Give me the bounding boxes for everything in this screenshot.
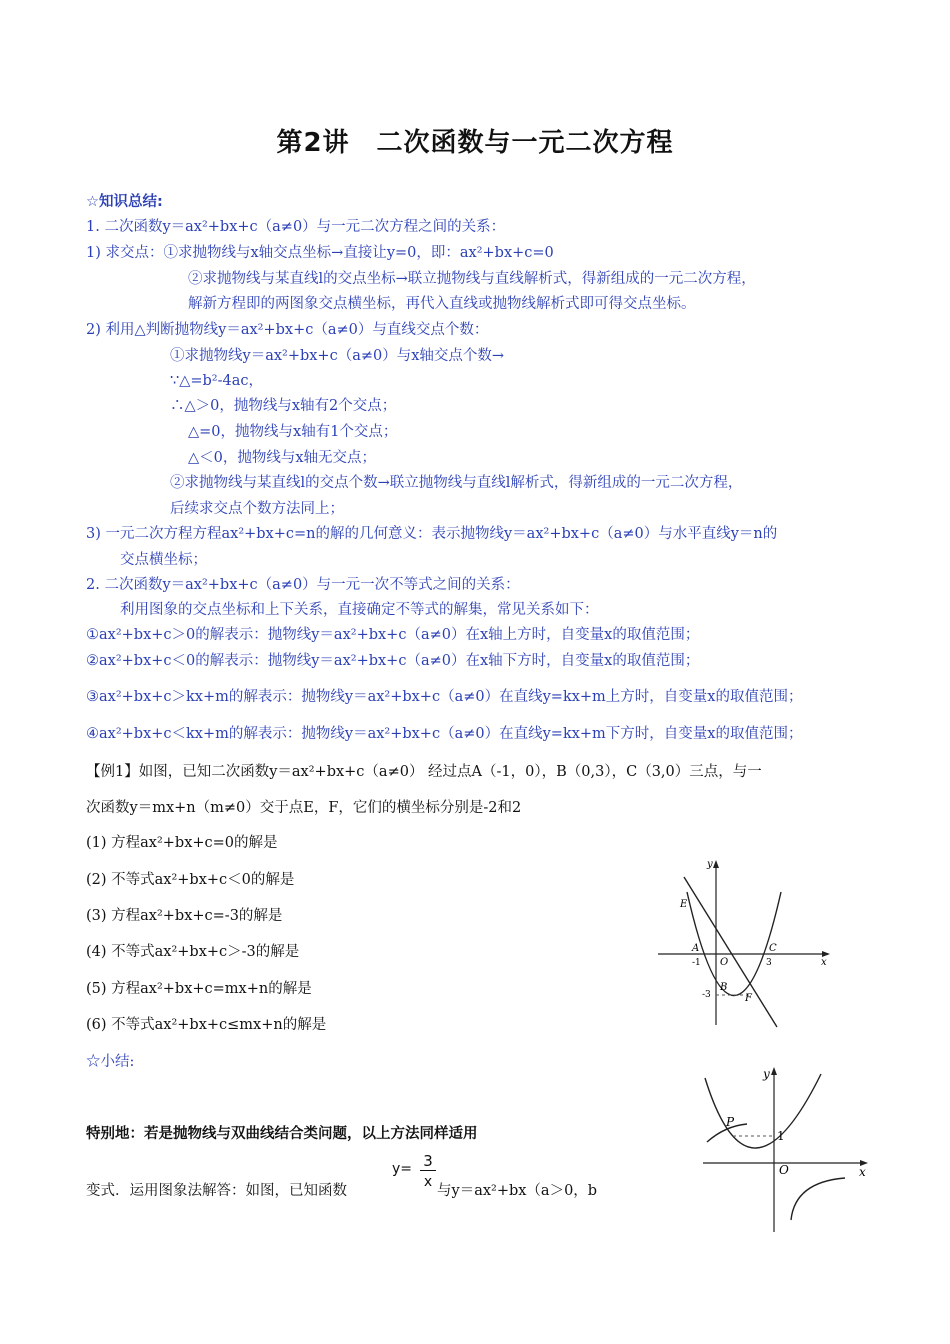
question-1: (1) 方程ax²+bx+c=0的解是 [86, 835, 278, 851]
example-line-1: 【例1】如图，已知二次函数y＝ax²+bx+c（a≠0） 经过点A（-1，0），B（0,3），C（3,0）三点，与一 [86, 764, 762, 780]
question-2: (2) 不等式ax²+bx+c＜0的解是 [86, 872, 295, 888]
variant-graph [695, 1062, 875, 1234]
line-11: ②求抛物线与某直线l的交点个数→联立抛物线与直线l解析式，得新组成的一元二次方程， [170, 475, 743, 491]
line-17: ①ax²+bx+c＞0的解表示：抛物线y＝ax²+bx+c（a≠0）在x轴上方时，自变量x的取值范围； [86, 627, 700, 643]
point-e-label: E [680, 899, 688, 910]
graph2-y-label: y [763, 1067, 770, 1081]
question-6: (6) 不等式ax²+bx+c≤mx+n的解是 [86, 1017, 327, 1033]
graph1-y-label: y [707, 859, 713, 870]
parabola-curve [687, 892, 781, 996]
page-title: 第2讲 二次函数与一元二次方程 [276, 128, 674, 158]
line-9: △=0，抛物线与x轴有1个交点； [188, 424, 398, 440]
line-5: 2) 利用△判断抛物线y＝ax²+bx+c（a≠0）与直线交点个数： [86, 322, 489, 338]
variant-prefix: 变式．运用图象法解答：如图，已知函数 [86, 1183, 347, 1199]
point-a-label: A [692, 943, 700, 954]
example-graph [650, 855, 840, 1030]
parabola-curve [705, 1074, 821, 1148]
line-18: ②ax²+bx+c＜0的解表示：抛物线y＝ax²+bx+c（a≠0）在x轴下方时，自变量x的取值范围； [86, 653, 700, 669]
line-8: ∴△＞0，抛物线与x轴有2个交点； [170, 398, 397, 414]
line-19: ③ax²+bx+c＞kx+m的解表示：抛物线y＝ax²+bx+c（a≠0）在直线y=kx+m上方时，自变量x的取值范围； [86, 689, 803, 705]
variant-suffix: 与y＝ax²+bx（a＞0，b [437, 1183, 598, 1199]
graph2-x-label: x [859, 1165, 866, 1179]
point-f-label: F [745, 993, 752, 1004]
example-line-2: 次函数y＝mx+n（m≠0）交于点E，F，它们的横坐标分别是-2和2 [86, 800, 522, 816]
fraction-denominator: x [423, 1174, 433, 1190]
line-16: 利用图象的交点坐标和上下关系，直接确定不等式的解集，常见关系如下： [120, 602, 599, 618]
y-axis-arrow-icon [713, 860, 719, 868]
fraction-numerator: 3 [420, 1153, 436, 1171]
line-3: ②求抛物线与某直线l的交点坐标→联立抛物线与直线解析式，得新组成的一元二次方程， [188, 271, 756, 287]
line-12: 后续求交点个数方法同上； [170, 501, 344, 517]
question-3: (3) 方程ax²+bx+c=-3的解是 [86, 908, 283, 924]
question-4: (4) 不等式ax²+bx+c＞-3的解是 [86, 944, 300, 960]
origin-label: O [779, 1163, 789, 1177]
line-15: 2. 二次函数y＝ax²+bx+c（a≠0）与一元一次不等式之间的关系： [86, 577, 520, 593]
line-14: 交点横坐标； [120, 552, 207, 568]
knowledge-header: ☆知识总结: [86, 194, 163, 210]
variant-y-label: y= [392, 1161, 413, 1177]
line-13: 3) 一元二次方程方程ax²+bx+c=n的解的几何意义：表示抛物线y＝ax²+bx+c（a≠0）与水平直线y＝n的 [86, 526, 778, 542]
line-1: 1. 二次函数y＝ax²+bx+c（a≠0）与一元二次方程之间的关系： [86, 219, 506, 235]
line-7: ∵△=b²-4ac， [170, 373, 264, 389]
line-20: ④ax²+bx+c＜kx+m的解表示：抛物线y＝ax²+bx+c（a≠0）在直线y=kx+m下方时，自变量x的取值范围； [86, 726, 803, 742]
line-6: ①求抛物线y＝ax²+bx+c（a≠0）与x轴交点个数→ [170, 348, 505, 364]
tick-neg3-label: -3 [702, 990, 711, 1000]
origin-label: O [720, 957, 729, 968]
tick-3-label: 3 [766, 958, 772, 968]
line-10: △＜0，抛物线与x轴无交点； [188, 450, 377, 466]
tick-neg1-label: -1 [692, 958, 701, 968]
point-p-label: P [726, 1115, 735, 1129]
tick-1-label: 1 [777, 1129, 785, 1143]
hyperbola-right-branch [791, 1178, 845, 1220]
y-axis-arrow-icon [771, 1067, 777, 1075]
line-2: 1) 求交点：①求抛物线与x轴交点坐标→直接让y=0，即：ax²+bx+c=0 [86, 245, 554, 261]
line-4: 解新方程即的两图象交点横坐标，再代入直线或抛物线解析式即可得交点坐标。 [188, 296, 696, 312]
graph1-x-label: x [821, 957, 827, 968]
point-c-label: C [769, 943, 777, 954]
point-b-label: B [720, 982, 728, 993]
special-note: 特别地：若是抛物线与双曲线结合类问题，以上方法同样适用 [86, 1126, 478, 1142]
summary-label: ☆小结: [86, 1054, 135, 1070]
question-5: (5) 方程ax²+bx+c=mx+n的解是 [86, 981, 312, 997]
